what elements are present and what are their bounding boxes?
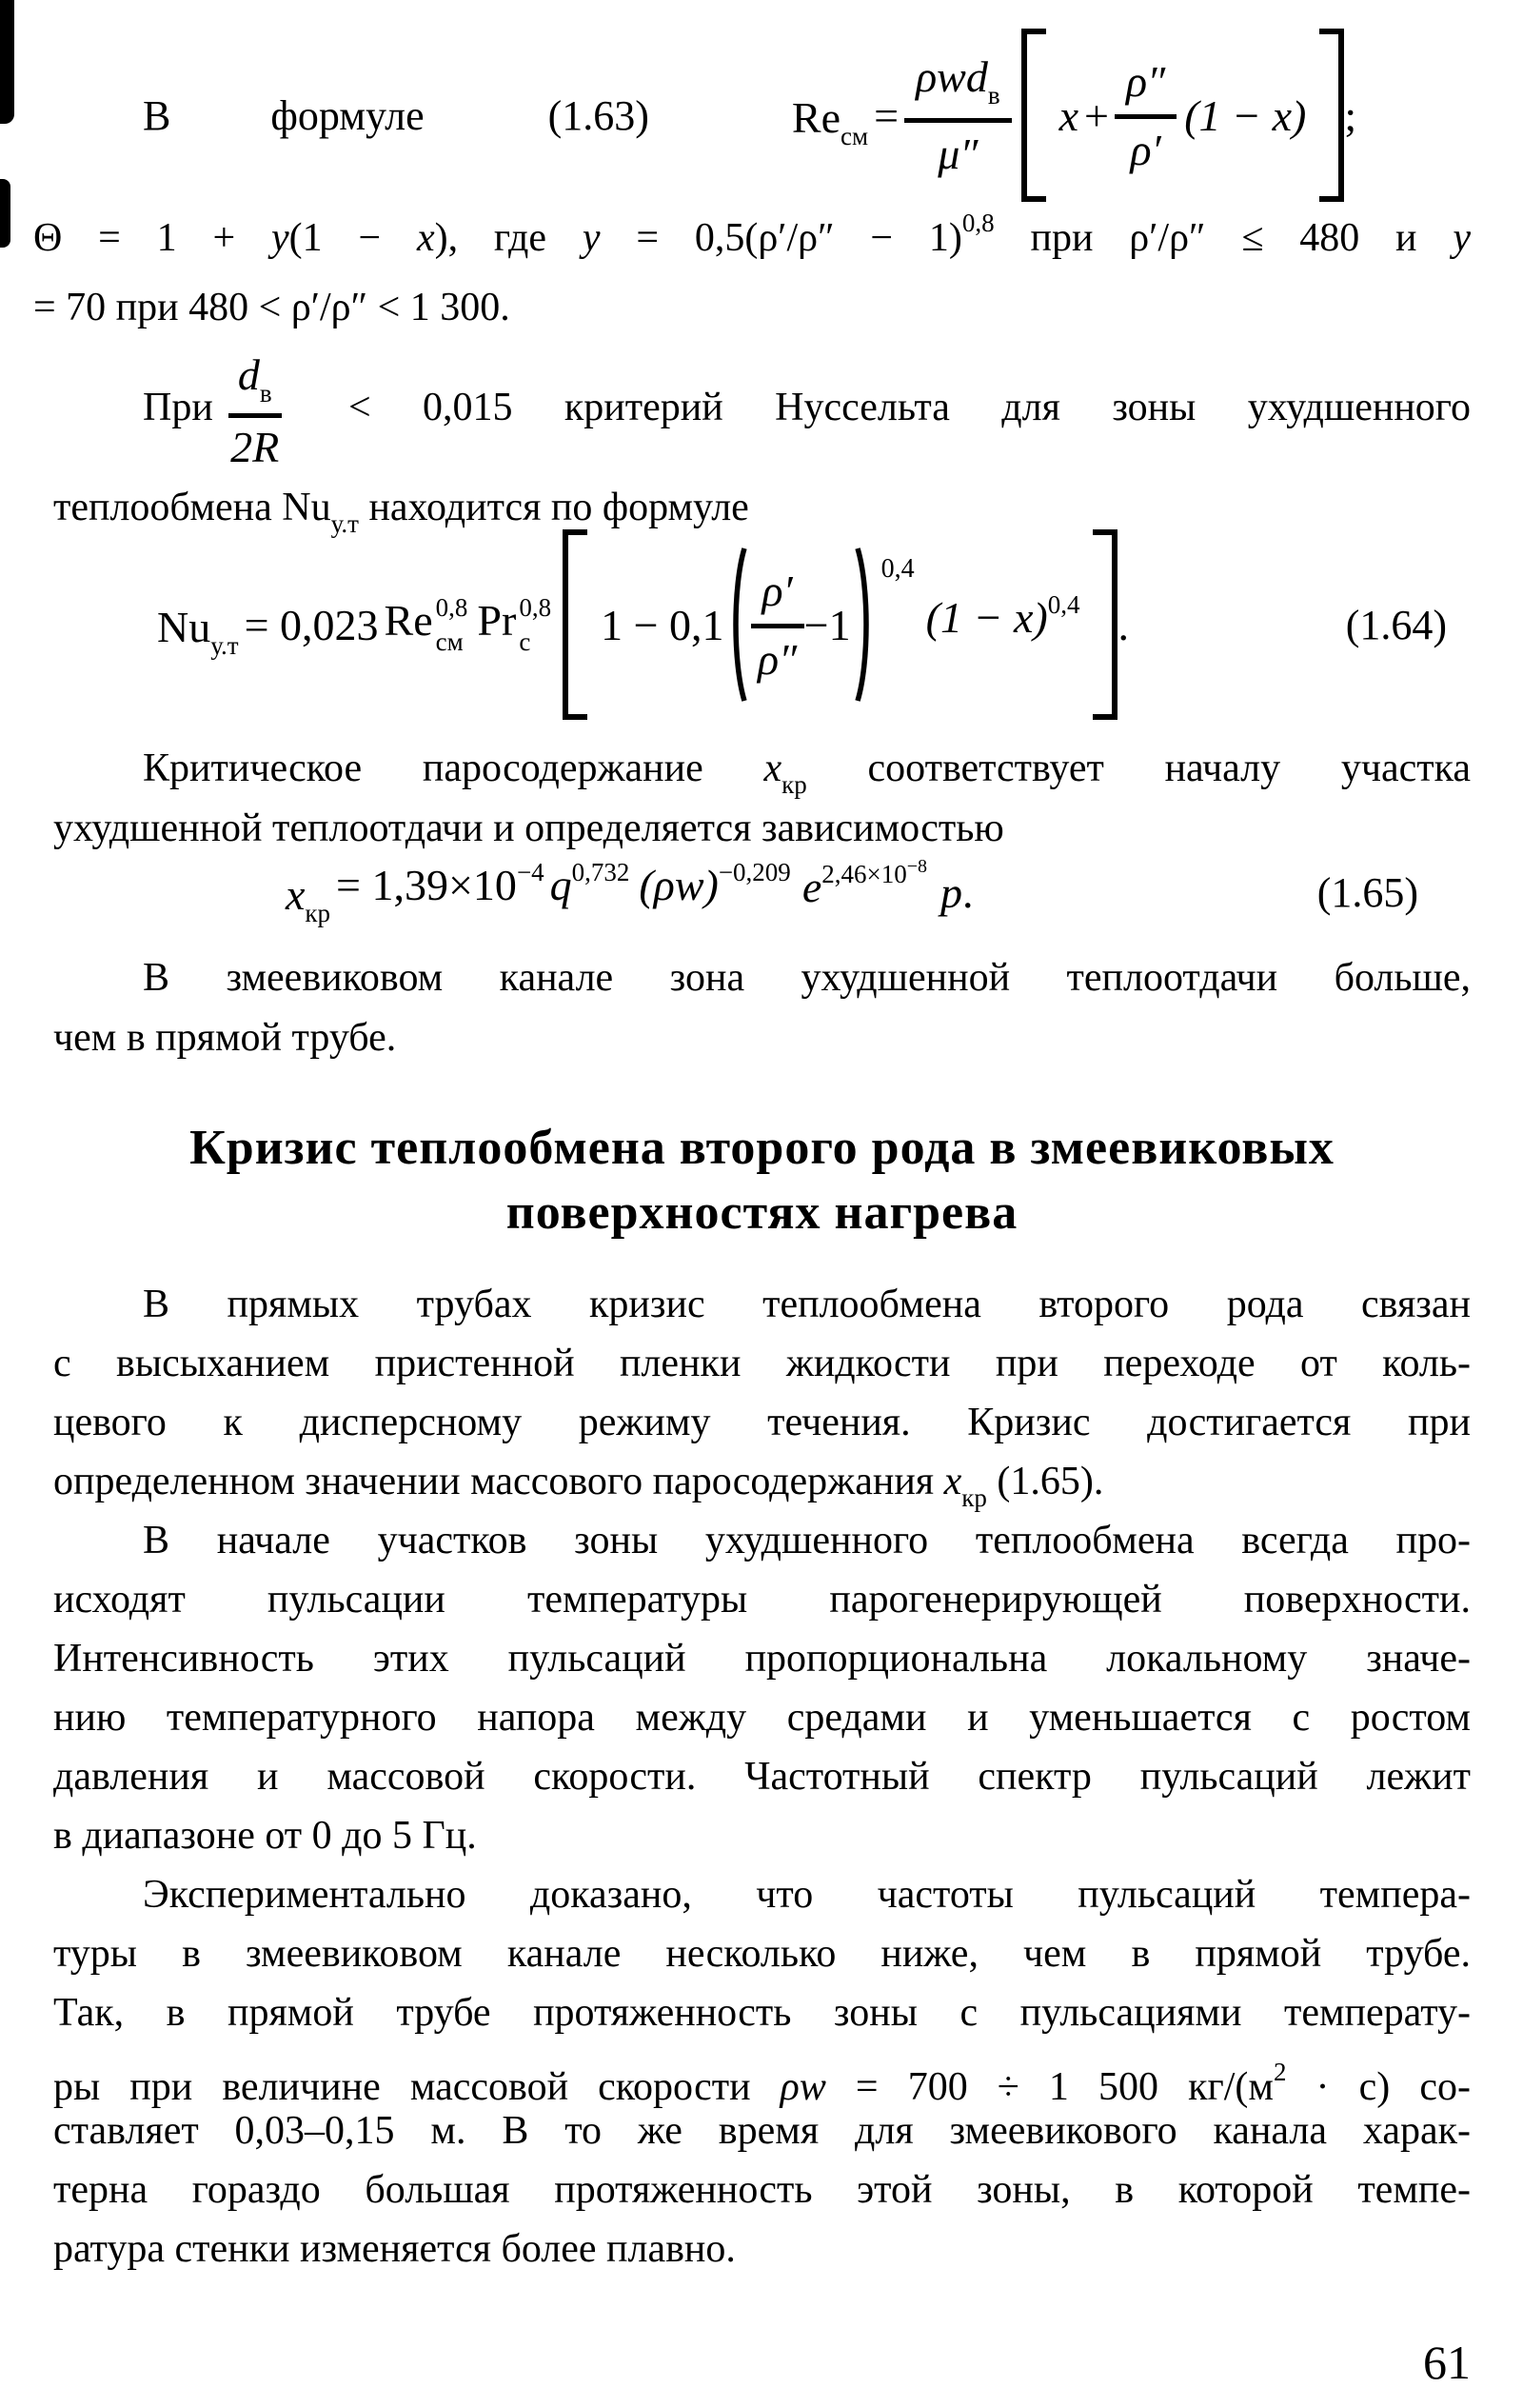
text-run: = 700 ÷ 1 500 кг/(м [825,2065,1274,2109]
plus-sign: + [1084,90,1109,140]
math-term: Re [791,93,841,142]
math-term: 1 − 0,1 [601,600,724,649]
body-text [53,1275,1471,2279]
math-subscript: кр [781,770,807,799]
formula-1-65 [286,836,1418,948]
math-text: ), где [434,216,583,260]
math-text: при ρ′/ρ″ ≤ 480 и [994,216,1454,260]
text-line [53,739,1471,799]
section-heading [53,1116,1471,1245]
math-term [286,856,330,928]
text-line: цевого к дисперсному режиму течения. Кризис достигается при [53,1401,1471,1444]
zmee-paragraph [53,948,1471,1068]
math-term: (ρw) [639,860,719,909]
paragraph-indent [53,1552,143,1553]
equation-ref-165: (1.65) [1316,868,1418,916]
math-term: x [416,216,435,260]
text-line: чем в прямой трубе. [53,1016,397,1060]
text-line [53,1511,1471,1570]
text-line: туры в змеевиковом канале несколько ниже, чем в прямой трубе. [53,1932,1471,1976]
text-line: давления и массовой скорости. Частотный спектр пульсаций лежит [53,1755,1471,1799]
text-run: ры при величине массовой скорости [53,2065,781,2109]
math-superscript: 0,4 [880,554,915,584]
left-bracket [1021,29,1046,202]
paragraph-indent [53,419,143,420]
math-superscript: 0,8 [519,592,552,622]
paragraph-indent [53,989,143,990]
paragraph-indent [53,780,143,781]
text-run: В начале участков зоны ухудшенного теплообмена всегда про- [143,1519,1471,1562]
math-term [477,592,552,656]
scan-artifact [0,179,10,248]
text-run: Критическое паросодержание [143,746,764,790]
math-term [926,590,1080,660]
text-run: Экспериментально доказано, что частоты пульсаций темпера- [143,1873,1471,1917]
text-run: В прямых трубах кризис теплообмена второго рода связан [143,1283,1471,1326]
text-line: нию температурного напора между средами и уменьшается с ростом [53,1696,1471,1740]
formula-1-63-row [143,24,1356,207]
math-term: y [582,216,601,260]
fraction-denominator: ρ′ [1130,125,1161,174]
math-term [157,588,239,661]
math-superscript: 0,4 [1047,589,1080,619]
math-superscript: 2 [1273,2058,1287,2086]
text-line [53,1452,1471,1511]
text-run: определенном значении массового паросодержания [53,1460,944,1503]
math-coefficient: = 1,39×10 [336,860,517,909]
text-run: < 0,015 критерий Нуссельта для зоны ухудшенного [296,386,1471,429]
math-text: Θ = 1 + [33,216,271,260]
paragraph-indent [53,1906,143,1907]
math-subscript: см [841,122,869,150]
formula-1-64 [157,526,1447,724]
math-subscript: в [987,81,1000,110]
math-superscript: −4 [516,857,544,886]
theta-line [33,189,1471,260]
math-term: Pr [477,595,517,645]
bracket-group [1021,29,1345,202]
math-term: y [1453,216,1471,260]
math-term: x [763,746,782,790]
bracket-group [563,529,1118,720]
math-term [792,79,868,151]
text-line [53,1275,1471,1334]
math-scripts [435,592,468,656]
equals-sign: = [874,90,900,140]
math-term: Re [384,595,433,645]
text-run: · с) со- [1286,2065,1471,2109]
math-term: Nu [157,603,211,651]
fraction [751,566,804,684]
text-line: Интенсивность этих пульсаций пропорциональна локальному значе- [53,1637,1471,1681]
math-subscript: с [519,627,531,656]
math-subscript: у.т [330,509,359,538]
text-run: В змеевиковом канале зона ухудшенной теплоотдачи больше, [143,956,1471,1000]
right-bracket [1093,529,1118,720]
math-superscript-nested: −8 [906,855,927,877]
text-run: (1.65). [986,1460,1104,1503]
math-subscript: см [435,627,464,656]
math-term: y [270,216,289,260]
text-line: Так, в прямой трубе протяженность зоны с пульсациями температу- [53,1991,1471,2035]
fraction [1115,56,1177,174]
math-text: = 0,5(ρ′/ρ″ − 1) [600,216,962,260]
scan-artifact [0,0,14,124]
math-term: d [237,349,260,399]
math-term [639,858,790,927]
text-line: исходят пульсации температуры парогенерирующей поверхности. [53,1578,1471,1622]
text-line: ратура стенки изменяется более плавно. [53,2227,736,2271]
text-run: соответствует началу участка [806,746,1471,790]
semicolon: ; [1344,90,1357,140]
pri-line [53,341,1471,474]
math-coefficient: = 0,023 [244,600,379,649]
text-line: в диапазоне от 0 до 5 Гц. [53,1814,477,1858]
math-term: x [943,1460,962,1503]
math-subscript: кр [305,899,331,927]
math-text: (1 − [288,216,417,260]
fraction-numerator: ρ″ [1115,56,1177,119]
math-term [802,856,927,929]
math-term: ρw [780,2065,826,2109]
text-run: При [143,386,213,429]
math-superscript [821,855,927,888]
math-term: x [1058,90,1078,140]
left-paren-glyph [726,544,749,706]
fraction-numerator [228,349,282,419]
fraction-denominator: μ″ [938,129,979,179]
fraction-numerator [904,51,1012,123]
math-superscript: −0,209 [718,857,791,886]
text-line [53,2042,1471,2109]
math-subscript: кр [961,1483,987,1512]
fraction [228,349,282,472]
math-term [384,592,468,656]
condition-line: = 70 при 480 < ρ′/ρ″ < 1 300. [33,286,510,329]
left-bracket [563,529,587,720]
math-scripts [519,592,552,656]
math-term: p [940,867,962,917]
math-term: (1 − x) [1184,90,1307,140]
fraction-denominator: 2R [230,423,280,472]
math-term: e [801,862,822,911]
math-superscript: 2,46×10 [821,859,907,888]
math-term [550,858,630,927]
equation-ref-163: (1.63) [547,91,649,139]
period: . [962,867,974,917]
text-line: ухудшенной теплоотдачи и определяется зависимостью [53,806,1004,850]
math-term: −1 [803,600,851,649]
text-line: ставляет 0,03–0,15 м. В то же время для змеевикового канала харак- [53,2109,1471,2153]
period: . [1118,600,1129,649]
intro-word: формуле [270,91,425,139]
right-paren-glyph [853,544,876,706]
text-line [53,1865,1471,1924]
math-superscript: 0,8 [961,209,995,237]
math-subscript: в [259,378,272,408]
math-term: Nu [282,486,331,529]
math-term: x [286,870,306,919]
equation-ref-164: (1.64) [1345,601,1447,648]
fraction [904,51,1012,178]
text-line: терна гораздо большая протяженность этой зоны, в которой темпе- [53,2168,1471,2212]
math-term: (1 − x) [925,592,1048,642]
math-subscript: у.т [210,631,239,660]
paragraph-indent [53,1316,143,1317]
fraction-denominator: ρ″ [757,634,798,684]
intro-word: В [143,91,171,139]
math-superscript: 0,8 [435,592,468,622]
right-bracket [1319,29,1344,202]
math-term: ρwd [916,52,988,102]
section-heading-line-2: поверхностях нагрева [505,1185,1019,1240]
text-run: находится по формуле [358,486,749,529]
page-number: 61 [1423,2336,1471,2389]
math-coefficient [336,858,544,927]
text-line [53,948,1471,1008]
text-line: с высыханием пристенной пленки жидкости при переходе от коль- [53,1342,1471,1385]
text-run: теплообмена [53,486,283,529]
fraction-numerator: ρ′ [751,566,804,628]
section-heading-line-1: Кризис теплообмена второго рода в змеевиковых [189,1121,1335,1175]
math-superscript: 0,732 [571,857,630,886]
math-term: q [549,860,572,909]
